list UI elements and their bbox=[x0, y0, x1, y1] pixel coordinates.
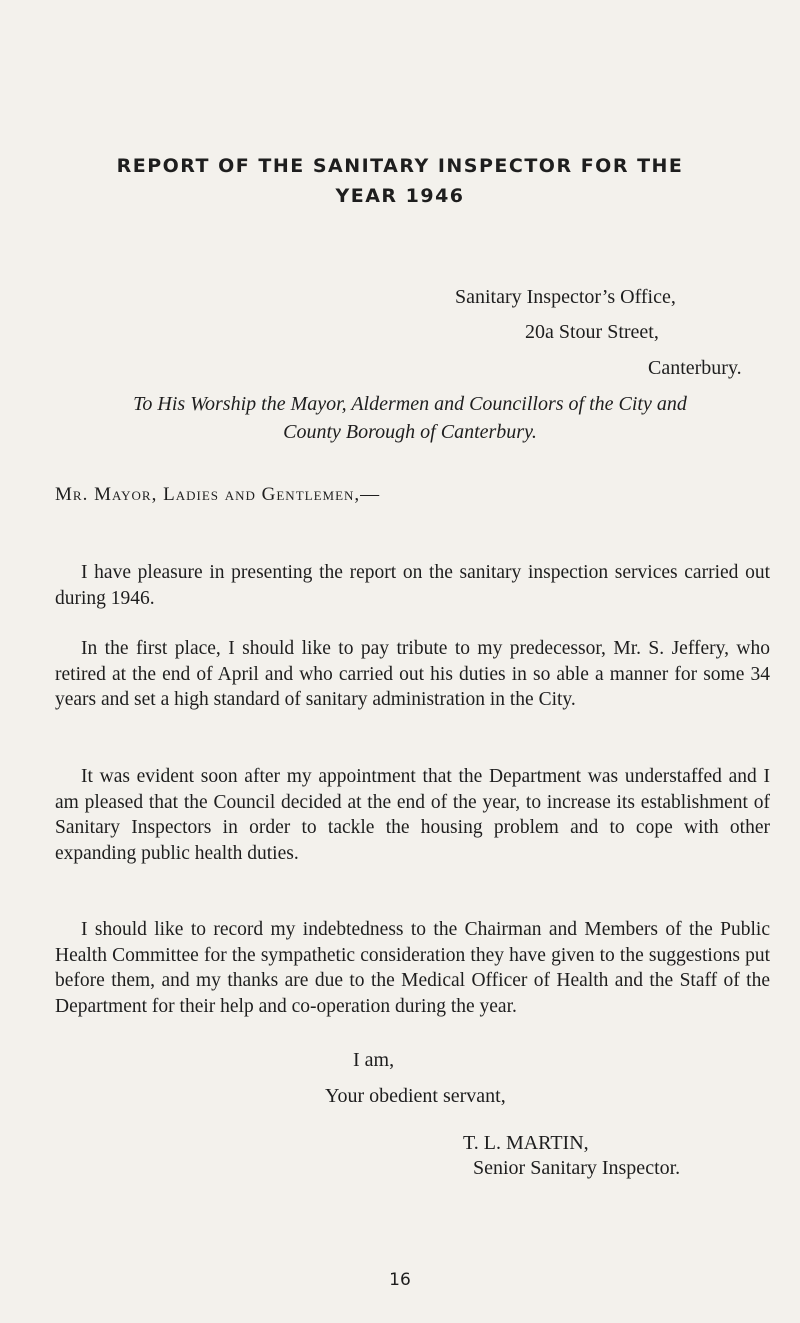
address-line-2: 20a Stour Street, bbox=[525, 321, 659, 343]
paragraph-2: In the first place, I should like to pay tribute to my predecessor, Mr. S. Jeffery, who retired at the end of April and who carried out his duties in so able a manner for some 34 years and set a high standard of sanitary administration in the City. bbox=[55, 638, 770, 710]
page-number: 16 bbox=[389, 1270, 411, 1290]
addressee-line-2: County Borough of Canterbury. bbox=[283, 421, 537, 443]
report-title bbox=[40, 151, 760, 211]
addressee bbox=[60, 390, 760, 446]
paragraph-3: It was evident soon after my appointment that the Department was understaffed and I am pleased that the Council decided at the end of the year, to increase its establishment of Sanitary Inspectors in order to tackle the housing problem and to cope with other expanding public health duties. bbox=[55, 766, 770, 864]
report-title-line-2: YEAR 1946 bbox=[335, 185, 465, 207]
address-line-3: Canterbury. bbox=[648, 357, 742, 379]
addressee-line-1: To His Worship the Mayor, Aldermen and Councillors of the City and bbox=[133, 393, 687, 415]
signatory-position: Senior Sanitary Inspector. bbox=[473, 1157, 681, 1179]
closing-line-2: Your obedient servant, bbox=[325, 1085, 506, 1107]
greeting: Mr. Mayor, Ladies and Gentlemen,— bbox=[55, 484, 381, 505]
signatory-name: T. L. MARTIN, bbox=[463, 1132, 589, 1154]
paragraph-4: I should like to record my indebtedness to the Chairman and Members of the Public Health Committee for the sympathetic consideration they have given to the suggestions put before them, and my thanks are due to the Medical Officer of Health and the Staff of the Department for their help and co-operation during the year. bbox=[55, 919, 770, 1017]
paragraph-1: I have pleasure in presenting the report on the sanitary inspection services carried out during 1946. bbox=[55, 562, 770, 609]
closing-line-1: I am, bbox=[353, 1049, 395, 1071]
address-line-1: Sanitary Inspector’s Office, bbox=[455, 286, 676, 308]
report-title-line-1: REPORT OF THE SANITARY INSPECTOR FOR THE bbox=[116, 155, 684, 177]
